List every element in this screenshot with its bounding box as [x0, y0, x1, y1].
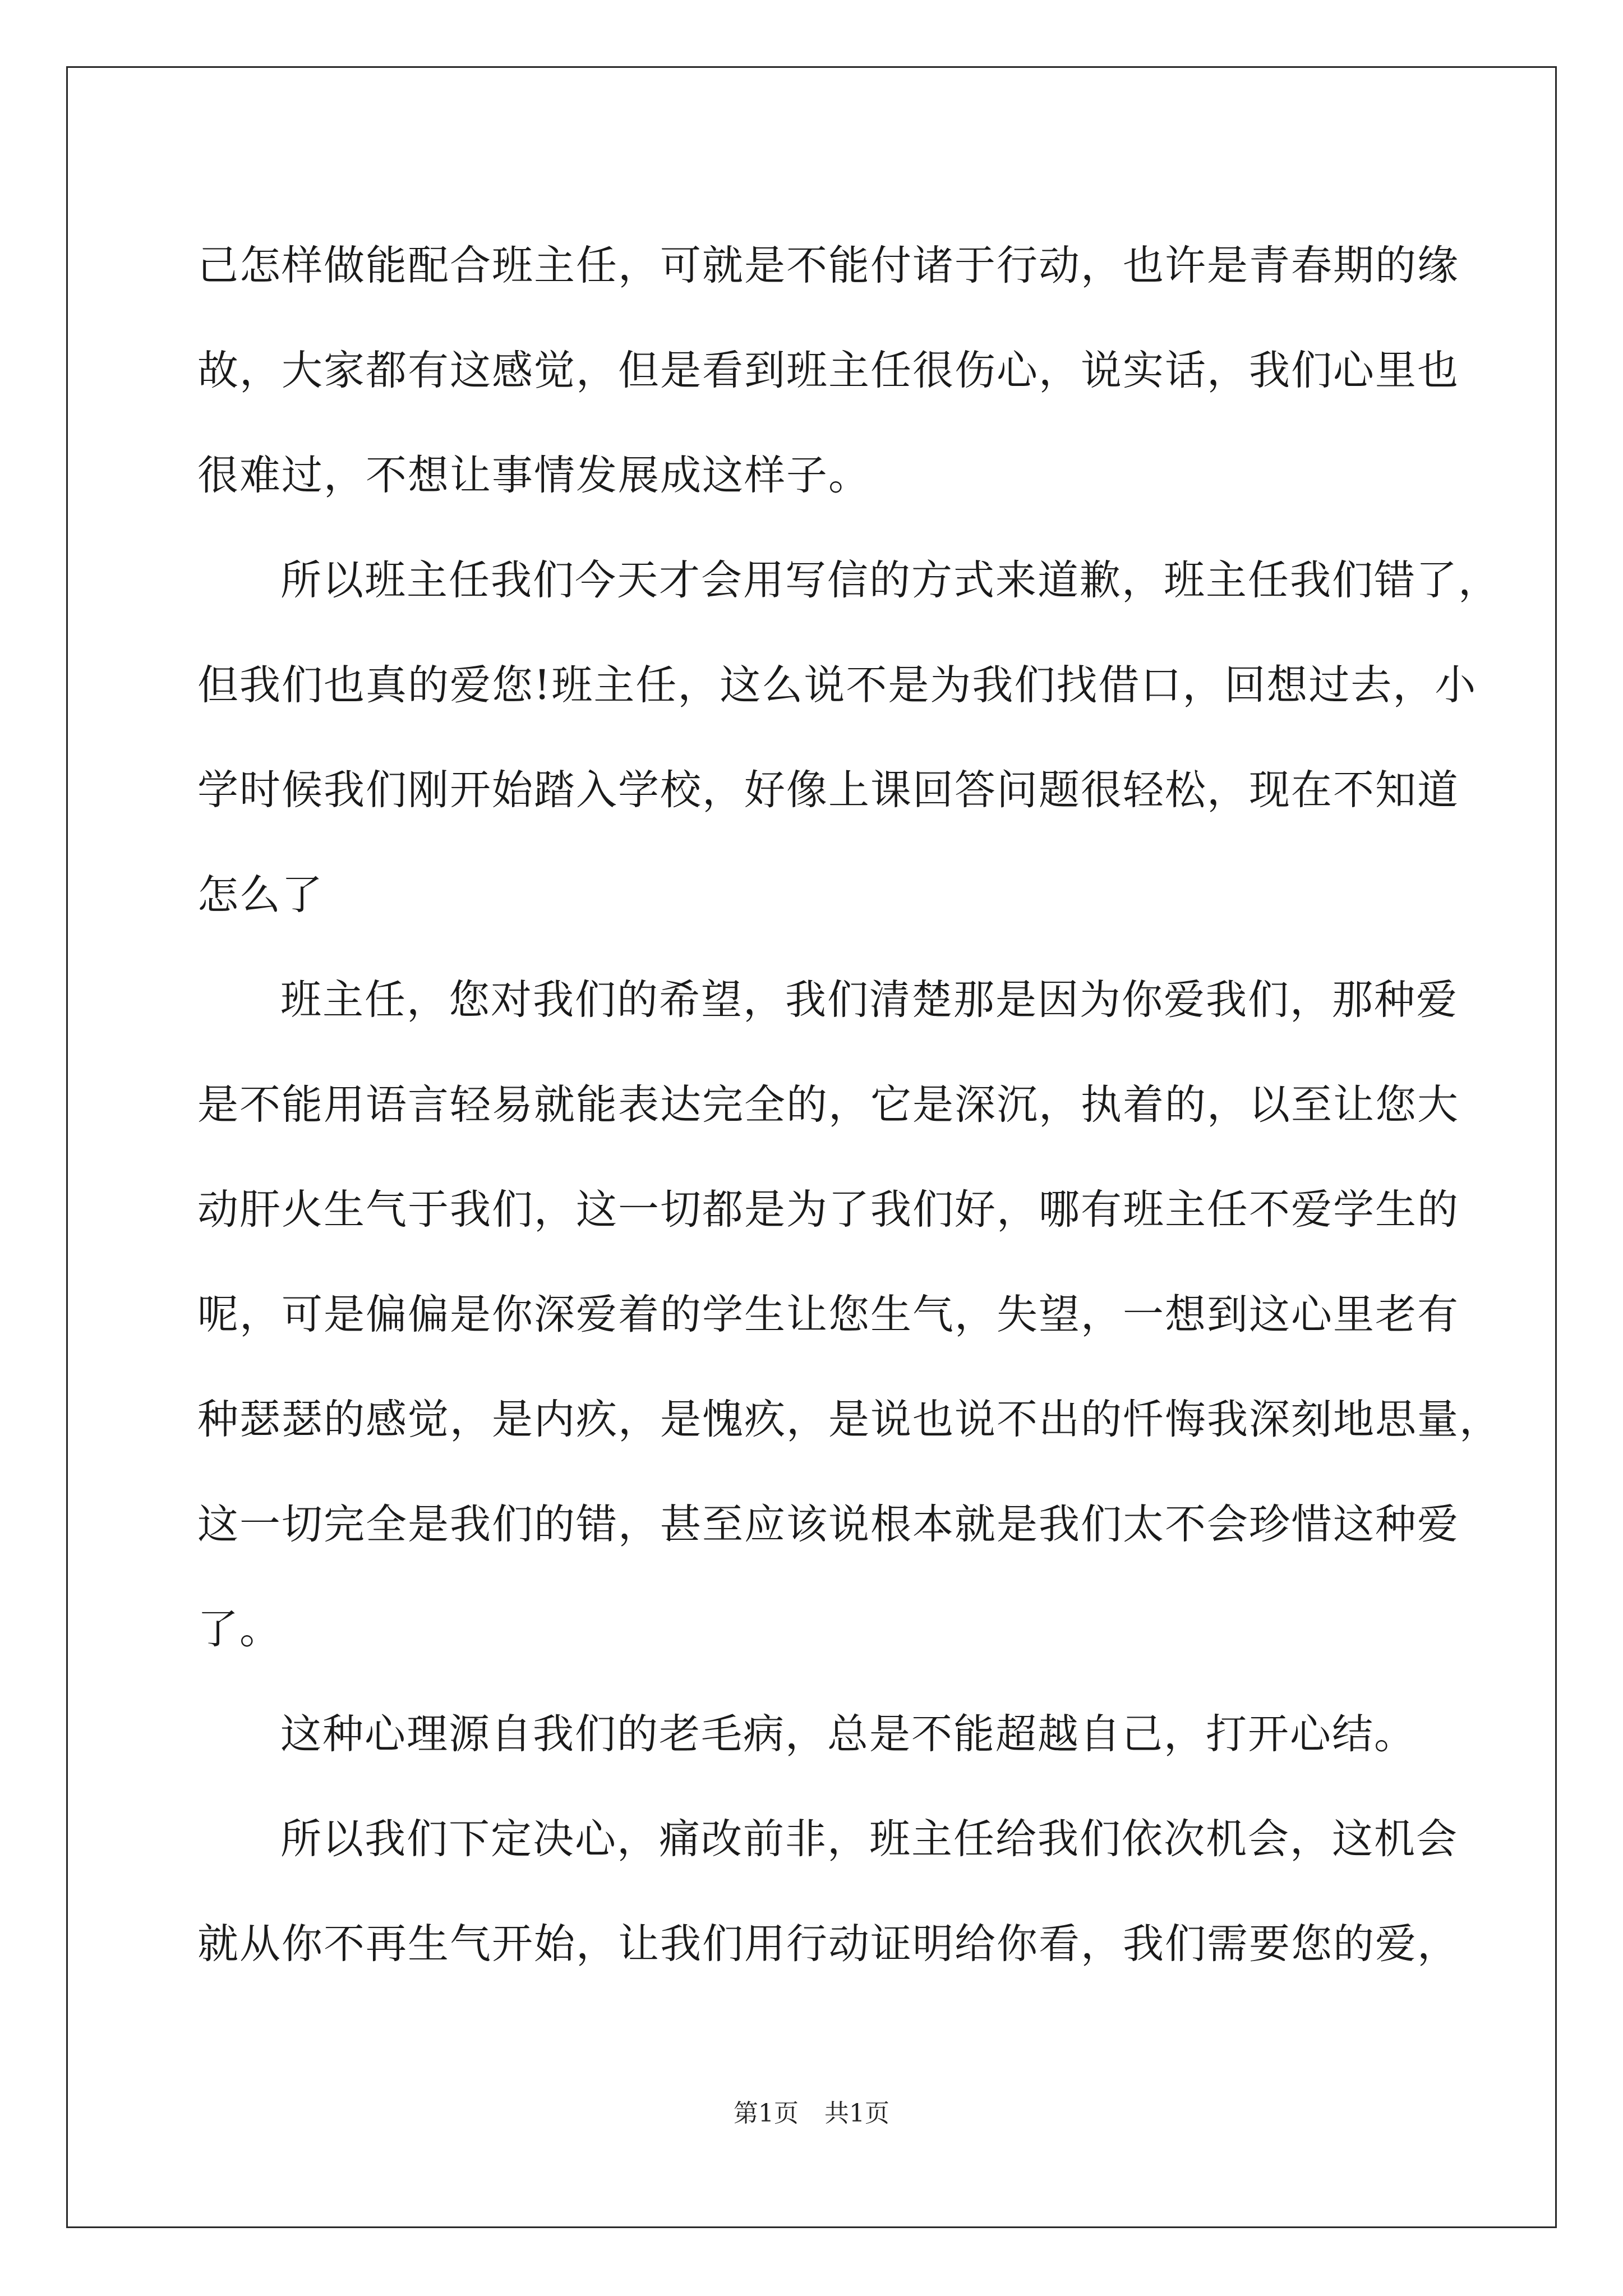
text-line: 这种心理源自我们的老毛病，总是不能超越自己，打开心结。	[280, 1710, 1416, 1758]
text-line: 故，大家都有这感觉，但是看到班主任很伤心，说实话，我们心里也	[197, 347, 1459, 394]
text-line: 班主任，您对我们的希望，我们清楚那是因为你爱我们，那种爱	[280, 976, 1458, 1024]
page-number-current: 第1页	[734, 2099, 799, 2128]
text-line: 这一切完全是我们的错，甚至应该说根本就是我们太不会珍惜这种爱	[197, 1501, 1459, 1548]
text-line: 是不能用语言轻易就能表达完全的，它是深沉，执着的，以至让您大	[197, 1081, 1459, 1129]
text-line: 学时候我们刚开始踏入学校，好像上课回答问题很轻松，现在不知道	[197, 766, 1459, 814]
page-number-total: 共1页	[824, 2099, 889, 2128]
document-body	[197, 213, 1501, 1996]
text-line: 就从你不再生气开始，让我们用行动证明给你看，我们需要您的爱，	[197, 1920, 1459, 1968]
text-line: 呢，可是偏偏是你深爱着的学生让您生气，失望，一想到这心里老有	[197, 1291, 1459, 1338]
text-line: 很难过，不想让事情发展成这样子。	[197, 452, 870, 499]
text-line: 但我们也真的爱您!班主任，这么说不是为我们找借口，回想过去，小	[197, 661, 1477, 709]
text-line: 所以我们下定决心，痛改前非，班主任给我们依次机会，这机会	[280, 1815, 1458, 1863]
text-line: 种瑟瑟的感觉，是内疚，是愧疚，是说也说不出的忏悔我深刻地思量，	[197, 1396, 1501, 1443]
text-line: 动肝火生气于我们，这一切都是为了我们好，哪有班主任不爱学生的	[197, 1186, 1459, 1234]
text-line: 了。	[197, 1605, 282, 1653]
page-footer	[0, 2097, 1623, 2131]
text-line: 怎么了	[197, 871, 324, 919]
text-line: 己怎样做能配合班主任，可就是不能付诸于行动，也许是青春期的缘	[197, 242, 1459, 289]
text-line: 所以班主任我们今天才会用写信的方式来道歉，班主任我们错了，	[280, 556, 1500, 604]
